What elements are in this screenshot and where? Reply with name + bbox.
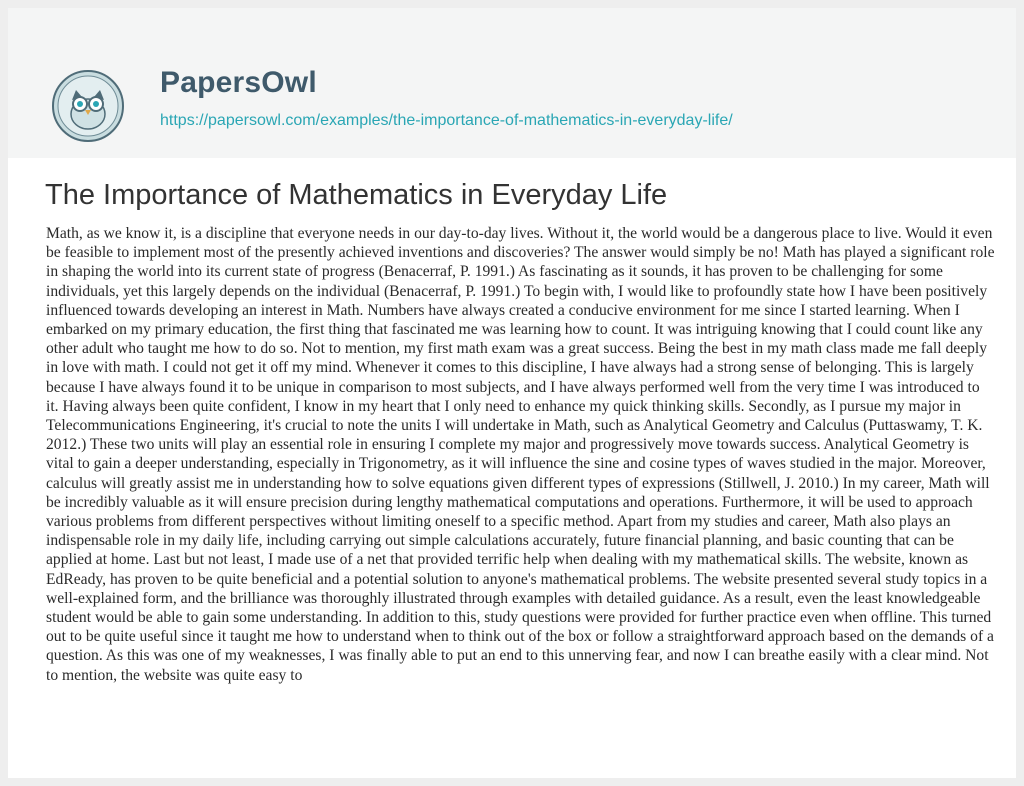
essay-title: The Importance of Mathematics in Everyday Life [45, 179, 668, 211]
header-banner [8, 8, 1016, 158]
brand-name: PapersOwl [160, 66, 317, 99]
essay-body: Math, as we know it, is a discipline that everyone needs in our day-to-day lives. Without it, the world would be a dangerous place to live. Would it even be feasible to implement most of the presently achieved inventions and discoveries? The answer would simply be no! Math has played a significant role in shaping the world into its current state of progress (Benacerraf, P. 1991.) As fascinating as it sounds, it has proven to be challenging for some individuals, yet this largely depends on the individual (Benacerraf, P. 1991.) To begin with, I would like to profoundly state how I have been positively influenced towards developing an interest in Math. Numbers have always created a conducive environment for me since I started learning. When I embarked on my primary education, the first thing that fascinated me was learning how to count. It was intriguing knowing that I could count like any other adult who taught me how to do so. Not to mention, my first math exam was a great success. Being the best in my math class made me fall deeply in love with math. I could not get it off my mind. Whenever it comes to this discipline, I have always had a strong sense of belonging. This is largely because I have always found it to be unique in comparison to most subjects, and I have always performed well from the very time I was introduced to it. Having always been quite confident, I know in my heart that I only need to enhance my quick thinking skills. Secondly, as I pursue my major in Telecommunications Engineering, it's crucial to note the units I will undertake in Math, such as Analytical Geometry and Calculus (Puttaswamy, T. K. 2012.) These two units will play an essential role in ensuring I complete my major and progressively move towards success. Analytical Geometry is vital to gain a deeper understanding, especially in Trigonometry, as it will influence the sine and cosine types of waves studied in the major. Moreover, calculus will greatly assist me in understanding how to solve equations given different types of expressions (Stillwell, J. 2010.) In my career, Math will be incredibly valuable as it will ensure precision during lengthy mathematical computations and operations. Furthermore, it will be used to approach various problems from different perspectives without limiting oneself to a specific method. Apart from my studies and career, Math also plays an indispensable role in my daily life, including carrying out simple calculations accurately, future financial planning, and basic counting that can be applied at home. Last but not least, I made use of a net that provided terrific help when dealing with my mathematical skills. The website, known as EdReady, has proven to be quite beneficial and a potential solution to anyone's mathematical problems. The website presented several study topics in a well-explained form, and the brilliance was thoroughly illustrated through examples with detailed guidance. As a result, even the least knowledgeable student would be able to gain some understanding. In addition to this, study questions were provided for further practice even when offline. This turned out to be quite useful since it taught me how to understand when to think out of the box or follow a straightforward approach based on the demands of a question. As this was one of my weaknesses, I was finally able to put an end to this unnerving fear, and now I can breathe easily with a clear mind. Not to mention, the website was quite easy to [46, 225, 995, 684]
owl-icon [52, 70, 124, 142]
source-url-link[interactable]: https://papersowl.com/examples/the-importance-of-mathematics-in-everyday-life/ [160, 112, 733, 129]
document-page [8, 8, 1016, 778]
